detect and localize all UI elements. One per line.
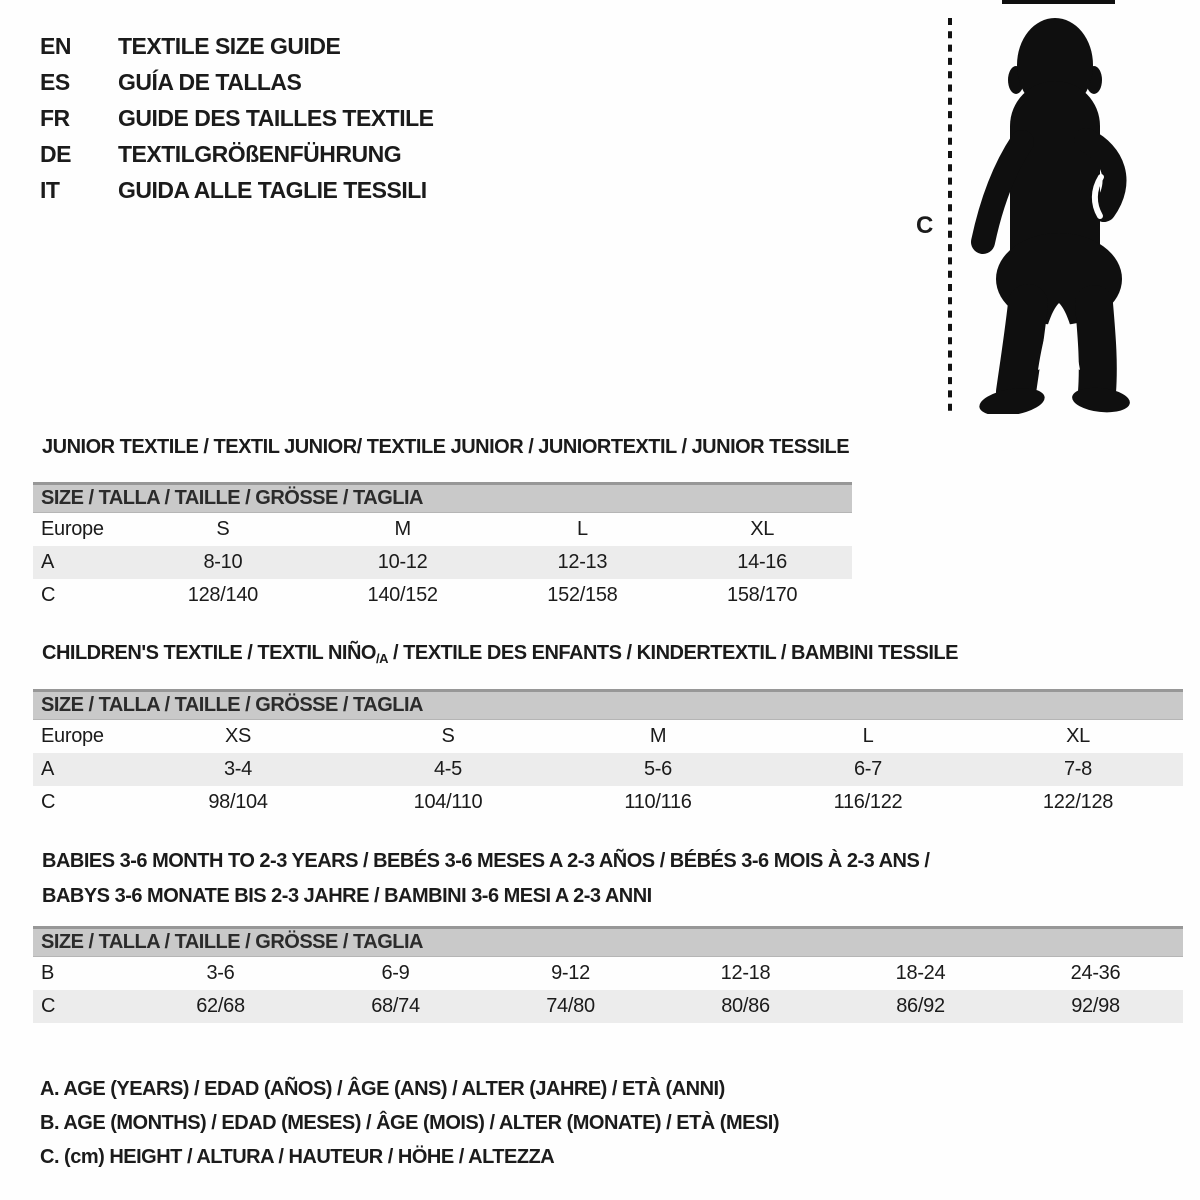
size-cell: L <box>576 518 588 540</box>
size-cell: 68/74 <box>371 995 420 1017</box>
section-title-babies-line2: BABYS 3-6 MONATE BIS 2-3 JAHRE / BAMBINI 3-6 MESI A 2-3 ANNI <box>42 885 652 907</box>
table-row <box>33 990 1183 1023</box>
language-row <box>40 28 434 64</box>
table-row <box>33 546 852 579</box>
size-cell: 12-13 <box>557 551 608 573</box>
size-cell: 4-5 <box>433 758 462 780</box>
size-cell: XL <box>750 518 775 540</box>
leg-right <box>1094 304 1098 392</box>
size-cell: 9-12 <box>551 962 590 984</box>
size-cell: 6-7 <box>853 758 882 780</box>
size-cell: 92/98 <box>1071 995 1120 1017</box>
size-cell: 116/122 <box>833 791 903 813</box>
size-cell: 12-18 <box>720 962 771 984</box>
size-cell: XL <box>1066 725 1090 747</box>
table-row <box>33 957 1183 990</box>
size-cell: 6-9 <box>381 962 410 984</box>
table-row <box>33 786 1183 819</box>
language-row <box>40 172 434 208</box>
size-cell: 122/128 <box>1042 791 1114 813</box>
row-label: A <box>41 758 55 780</box>
size-header-bar: SIZE / TALLA / TAILLE / GRÖSSE / TAGLIA <box>33 926 1183 957</box>
size-header-bar: SIZE / TALLA / TAILLE / GRÖSSE / TAGLIA <box>33 482 852 513</box>
toddler-silhouette-figure <box>938 14 1148 414</box>
size-cell: S <box>441 725 455 747</box>
note-age-years: A. AGE (YEARS) / EDAD (AÑOS) / ÂGE (ANS) / ALTER (JAHRE) / ETÀ (ANNI) <box>40 1078 725 1100</box>
table-row <box>33 720 1183 753</box>
section-title-junior: JUNIOR TEXTILE / TEXTIL JUNIOR/ TEXTILE JUNIOR / JUNIORTEXTIL / JUNIOR TESSILE <box>42 436 850 458</box>
language-row <box>40 136 434 172</box>
babies-size-table <box>33 957 1183 1023</box>
table-row <box>33 753 1183 786</box>
row-label: Europe <box>41 518 104 540</box>
toddler-silhouette <box>977 18 1131 414</box>
row-label: B <box>41 962 55 984</box>
size-cell: 104/110 <box>413 791 483 813</box>
guide-title: TEXTILGRÖßENFÜHRUNG <box>118 141 402 167</box>
size-cell: 110/116 <box>624 791 692 813</box>
size-cell: 128/140 <box>187 584 258 606</box>
size-cell: 14-16 <box>737 551 787 573</box>
size-cell: 86/92 <box>896 995 945 1017</box>
leg-left <box>1016 304 1028 392</box>
language-row <box>40 64 434 100</box>
note-height-cm: C. (cm) HEIGHT / ALTURA / HAUTEUR / HÖHE / ALTEZZA <box>40 1146 555 1168</box>
size-cell: 80/86 <box>721 995 770 1017</box>
row-label: C <box>41 995 56 1017</box>
title-text: / TEXTILE DES ENFANTS / KINDERTEXTIL / BAMBINI TESSILE <box>387 642 958 664</box>
title-text: CHILDREN'S TEXTILE / TEXTIL NIÑO <box>42 642 376 664</box>
guide-title: GUIDA ALLE TAGLIE TESSILI <box>118 177 427 203</box>
size-cell: 7-8 <box>1063 758 1092 780</box>
table-row <box>33 513 852 546</box>
size-cell: L <box>862 725 874 747</box>
language-code: FR <box>40 105 70 131</box>
size-cell: 158/170 <box>727 584 798 606</box>
table-row <box>33 579 852 612</box>
language-code: EN <box>40 33 71 59</box>
guide-title: GUÍA DE TALLAS <box>118 69 302 95</box>
size-cell: M <box>394 518 411 540</box>
legend-notes <box>40 1072 779 1174</box>
size-cell: 62/68 <box>196 995 245 1017</box>
size-cell: S <box>216 518 230 540</box>
size-cell: 98/104 <box>208 791 268 813</box>
size-cell: 152/158 <box>547 584 618 606</box>
size-cell: 5-6 <box>643 758 672 780</box>
size-cell: M <box>649 725 667 747</box>
size-cell: XS <box>224 725 252 747</box>
size-cell: 24-36 <box>1070 962 1121 984</box>
language-title-list <box>40 28 434 208</box>
children-size-table <box>33 720 1183 819</box>
row-label: Europe <box>41 725 104 747</box>
title-subscript: /A <box>375 651 388 666</box>
row-label: C <box>41 584 56 606</box>
language-row <box>40 100 434 136</box>
image-crop-artifact <box>1002 0 1115 4</box>
size-cell: 10-12 <box>377 551 428 573</box>
size-cell: 140/152 <box>367 584 438 606</box>
language-code: IT <box>40 177 60 203</box>
junior-size-table <box>33 513 852 612</box>
note-age-months: B. AGE (MONTHS) / EDAD (MESES) / ÂGE (MOIS) / ALTER (MONATE) / ETÀ (MESI) <box>40 1112 780 1134</box>
guide-title: TEXTILE SIZE GUIDE <box>118 33 341 59</box>
size-cell: 8-10 <box>203 551 243 573</box>
guide-title: GUIDE DES TAILLES TEXTILE <box>118 105 434 131</box>
language-code: DE <box>40 141 71 167</box>
section-title-babies-line1: BABIES 3-6 MONTH TO 2-3 YEARS / BEBÉS 3-6 MESES A 2-3 AÑOS / BÉBÉS 3-6 MOIS À 2-3 ANS / <box>42 850 930 872</box>
size-cell: 74/80 <box>546 995 595 1017</box>
size-cell: 3-6 <box>206 962 235 984</box>
row-label: A <box>41 551 55 573</box>
size-cell: 3-4 <box>223 758 252 780</box>
height-measure-label: C <box>916 212 934 239</box>
row-label: C <box>41 791 56 813</box>
section-title-children <box>42 642 958 666</box>
language-code: ES <box>40 69 70 95</box>
size-header-bar: SIZE / TALLA / TAILLE / GRÖSSE / TAGLIA <box>33 689 1183 720</box>
size-cell: 18-24 <box>895 962 946 984</box>
